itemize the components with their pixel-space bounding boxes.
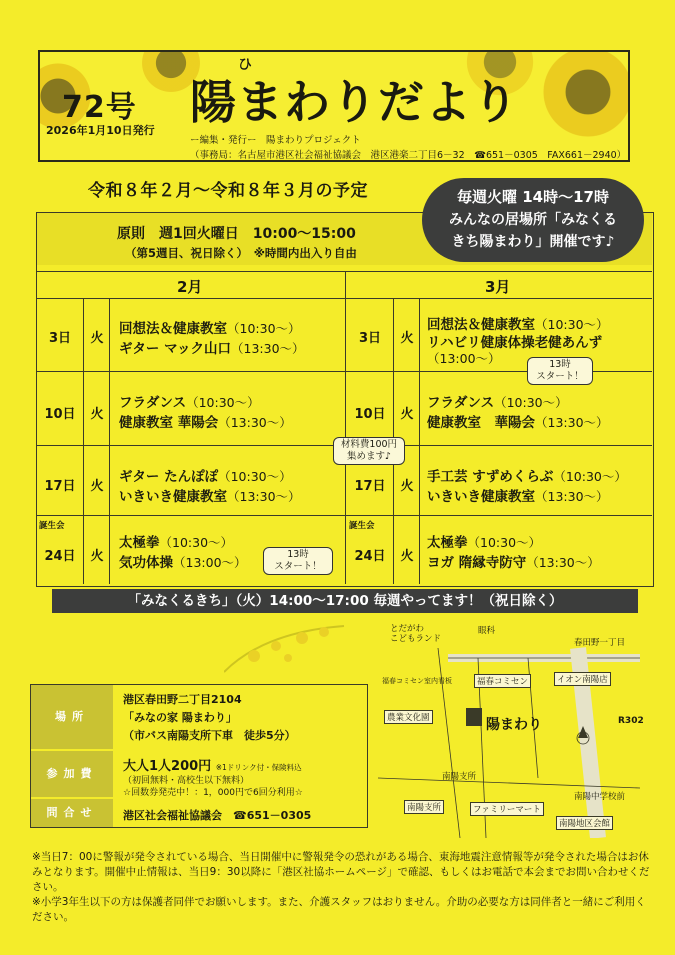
map-label: 南陽支所 [442,772,477,782]
event-line: 回想法＆健康教室（10:30〜） [119,321,301,337]
center-divider [345,271,346,584]
rule-sub: （第5週目、祝日除く） ※時間内出入り自由 [125,246,357,260]
weekday-cell: 火 [90,479,104,494]
editor-line: ー編集・発行ー 陽まわりプロジェクト [190,135,361,146]
schedule-heading: 令和８年２月〜令和８年３月の予定 [88,181,368,201]
map-building: 南陽支所 [404,800,444,814]
note-paragraph: ※当日7：00に警報が発令されている場合、当日開催中に警報発令の恐れがある場合、東海地震注意情報等が発令された場合はお休みとなります。開催中止情報は、当日9：30以降に「港区社協ホームページ」で確認、もしくはお電話で本会までお問い合わせください。 [32,851,650,893]
access-map [378,618,644,838]
map-label: 眼科 [478,626,496,636]
event-line: 太極拳（10:30〜） [427,535,542,551]
day-cell: 24日 [44,549,76,564]
month-feb: 2月 [177,278,203,296]
event-line: ギター マック山口（13:30〜） [119,341,305,357]
weekday-cell: 火 [400,479,414,494]
schedule-table [36,212,654,587]
fee-label: 参加費 [31,751,113,797]
weekly-event-bubble: 毎週火曜 14時〜17時 みんなの居場所「みなくる きち陽まわり」開催です♪ [422,178,644,262]
map-label: 南陽中学校前 [574,792,626,802]
fee-sub1: （初回無料・高校生以下無料） [123,776,250,786]
event-line: 手工芸 すずめくらぶ（10:30〜） [427,469,627,485]
map-building: ファミリーマート [470,802,544,816]
place-address: 港区春田野二丁目2104 [123,693,242,706]
day-cell: 24日 [354,549,386,564]
sunflower-decoration [536,50,630,144]
place-label: 場所 [31,685,113,749]
map-building: 福春コミセン [474,674,531,688]
event-line: 回想法＆健康教室（10:30〜） [427,317,609,333]
event-line: 健康教室 華陽会（13:30〜） [427,415,609,431]
weekday-cell: 火 [400,407,414,422]
notes-section [32,850,652,925]
office-line: （事務局：名古屋市港区社会福祉協議会 港区港楽二丁目6－32 ☎651－0305 FAX661－2940） [190,150,627,161]
issue-date: 2026年1月10日発行 [46,124,155,137]
day-cell: 17日 [354,479,386,494]
weekly-footer-band: 「みなくるきち」（火）14:00〜17:00 毎週やってます！（祝日除く） [52,589,638,613]
weekday-cell: 火 [90,407,104,422]
weekday-cell: 火 [400,549,414,564]
map-label: 福春コミセン室内看板 [382,677,452,685]
event-line: いきいき健康教室（13:30〜） [427,489,609,505]
event-line: フラダンス（10:30〜） [427,395,568,411]
day-cell: 3日 [48,331,72,346]
title-ruby: ひ [238,57,252,73]
contact-value: 港区社会福祉協議会 ☎651－0305 [123,809,312,822]
day-cell: 17日 [44,479,76,494]
start-13-note: 13時 スタート！ [263,547,333,575]
weekday-cell: 火 [90,331,104,346]
place-access: （市バス南陽支所下車 徒歩5分） [123,729,296,742]
event-line: 気功体操（13:00〜） [119,555,247,571]
place-name: 「みなの家 陽まわり」 [123,711,237,724]
contact-label: 問合せ [31,799,113,827]
birthday-tag: 誕生会 [349,521,375,531]
map-building: 南陽地区会館 [556,816,613,830]
map-label: 春田野一丁目 [574,638,626,648]
event-line: ギター たんぽぽ（10:30〜） [119,469,292,485]
month-mar: 3月 [485,278,511,296]
day-cell: 10日 [44,407,76,422]
rule-main: 原則 週1回火曜日 10:00〜15:00 [117,226,356,242]
map-building: 農業文化園 [384,710,433,724]
map-himawari: 陽まわり [486,717,542,733]
day-cell: 3日 [358,331,382,346]
fee-main: 大人1人200円 ※1ドリンク付・保険料込 [123,759,302,774]
event-line: ヨガ 隋縁寺防守（13:30〜） [427,555,600,571]
event-line: フラダンス（10:30〜） [119,395,260,411]
material-fee-note: 材料費100円 集めます♪ [333,437,405,465]
start-13-note: 13時 スタート！ [527,357,593,385]
newsletter-title: 陽まわりだより [190,75,519,129]
event-line: （13:00〜） [427,351,501,366]
event-line: リハビリ健康体操老健あんず [427,335,603,351]
birthday-tag: 誕生会 [39,521,65,531]
map-label: こどもランド [390,634,442,644]
note-paragraph: ※小学3年生以下の方は保護者同伴でお願いします。また、介護スタッフはおりません。介助の必要な方は同伴者と一緒にご利用ください。 [32,896,646,923]
flower-decoration [224,622,354,680]
newsletter-header [38,50,630,162]
map-label: R302 [618,716,644,726]
day-cell: 10日 [354,407,386,422]
event-line: 健康教室 華陽会（13:30〜） [119,415,292,431]
event-line: いきいき健康教室（13:30〜） [119,489,301,505]
info-block [30,684,368,828]
map-label: とだがわ [390,624,425,634]
event-line: 太極拳（10:30〜） [119,535,234,551]
weekday-cell: 火 [400,331,414,346]
map-building: イオン南陽店 [554,672,611,686]
row-divider [37,515,652,516]
weekday-cell: 火 [90,549,104,564]
issue-number: 72号 [62,90,137,125]
fee-sub2: ☆回数券発売中！：1，000円で6回分利用☆ [123,788,303,798]
